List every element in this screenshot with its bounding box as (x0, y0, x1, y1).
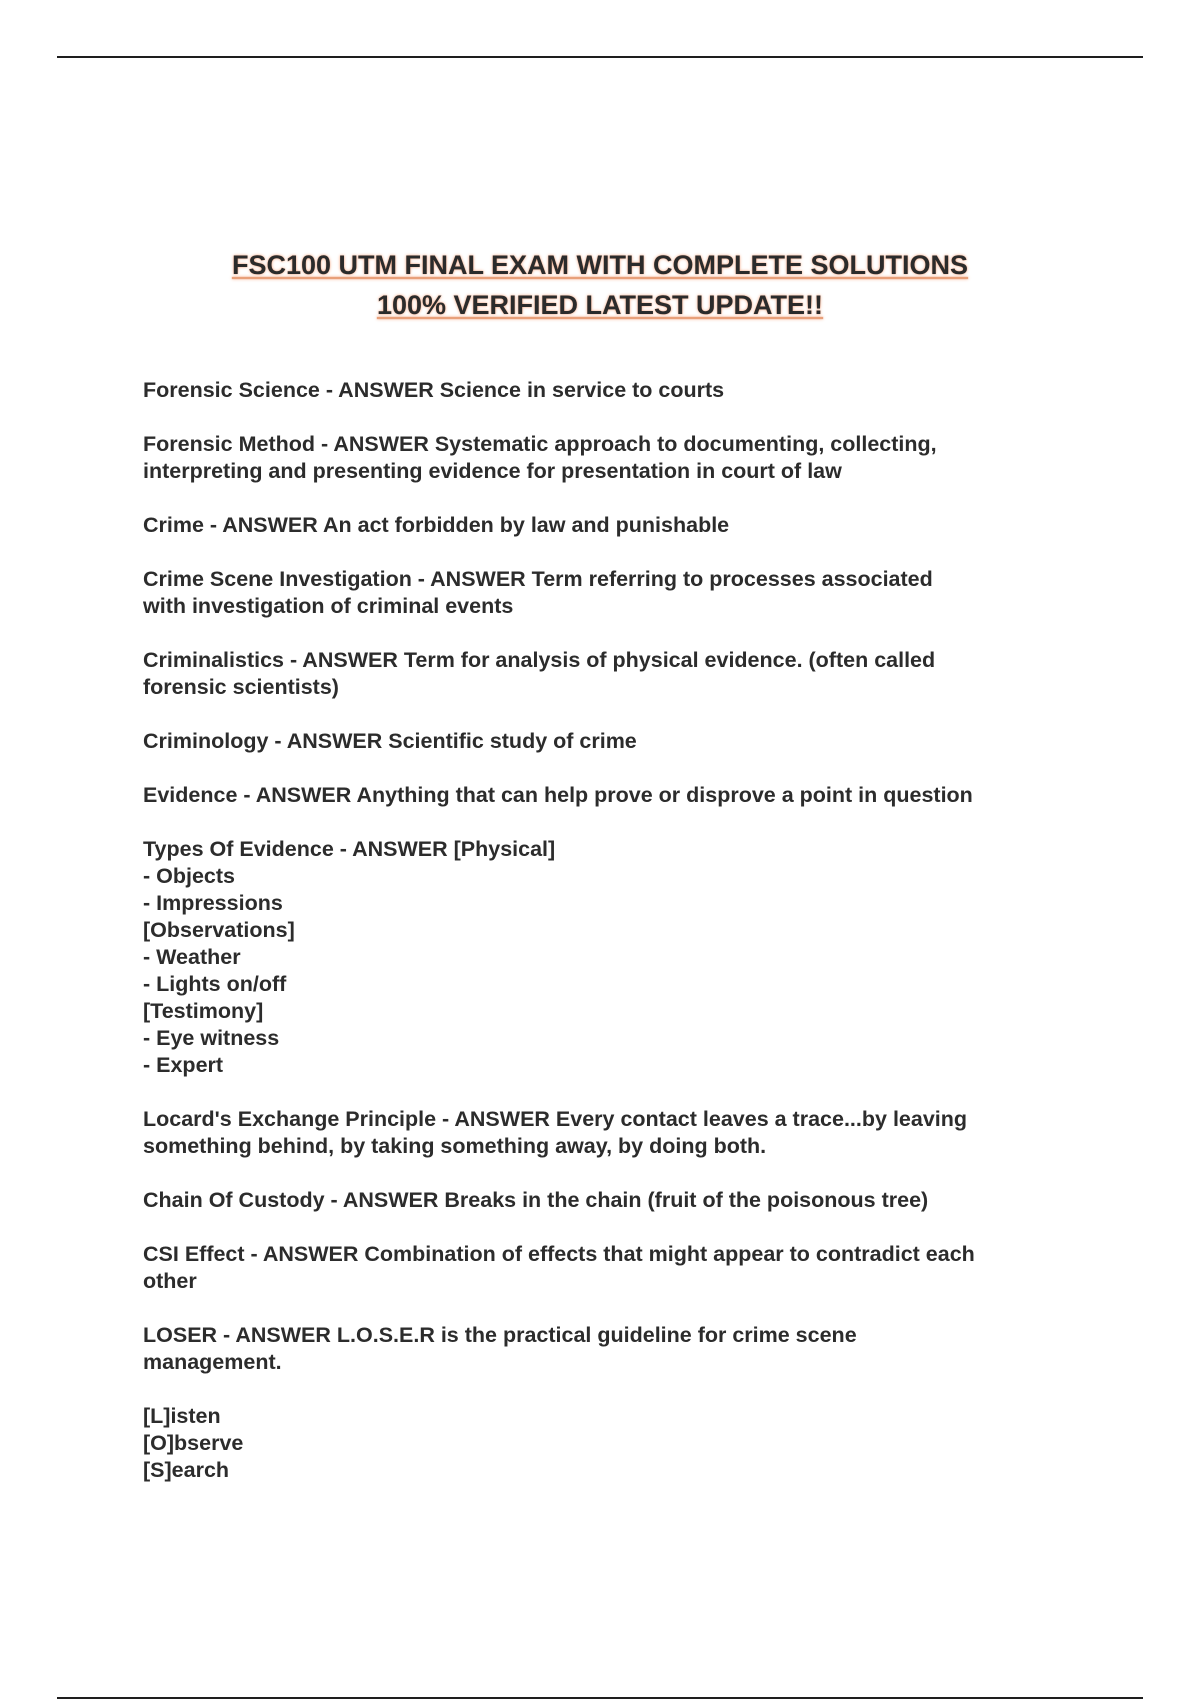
qa-entry-line: Criminalistics - ANSWER Term for analysis of physical evidence. (often called (143, 648, 936, 672)
qa-entry-line: - Lights on/off (143, 972, 287, 996)
qa-entry (143, 566, 1083, 620)
qa-entry-line: Crime Scene Investigation - ANSWER Term referring to processes associated (143, 567, 933, 591)
qa-entry-line: Evidence - ANSWER Anything that can help prove or disprove a point in question (143, 783, 973, 807)
qa-entry (143, 1241, 1083, 1295)
qa-entry-line: other (143, 1269, 197, 1293)
qa-entry-line: with investigation of criminal events (143, 594, 514, 618)
qa-list (143, 377, 1083, 1511)
qa-entry (143, 377, 1083, 404)
qa-entry-line: Criminology - ANSWER Scientific study of crime (143, 729, 637, 753)
qa-entry (143, 728, 1083, 755)
qa-entry-line: - Impressions (143, 891, 283, 915)
bottom-rule (57, 1697, 1143, 1699)
qa-entry (143, 836, 1083, 1079)
qa-entry-line: something behind, by taking something away, by doing both. (143, 1134, 767, 1158)
title-line-1: FSC100 UTM FINAL EXAM WITH COMPLETE SOLUTIONS (231, 250, 969, 280)
qa-entry-line: [Observations] (143, 918, 295, 942)
qa-entry-line: - Eye witness (143, 1026, 280, 1050)
qa-entry-line: - Weather (143, 945, 241, 969)
qa-entry (143, 431, 1083, 485)
qa-entry (143, 1403, 1083, 1484)
qa-entry (143, 512, 1083, 539)
title-line-2: 100% VERIFIED LATEST UPDATE!! (376, 290, 824, 320)
qa-entry-line: interpreting and presenting evidence for presentation in court of law (143, 459, 842, 483)
qa-entry-line: - Expert (143, 1053, 224, 1077)
document-title (0, 245, 1200, 325)
qa-entry (143, 1187, 1083, 1214)
qa-entry (143, 647, 1083, 701)
qa-entry-line: [L]isten (143, 1404, 221, 1428)
qa-entry-line: Crime - ANSWER An act forbidden by law and punishable (143, 513, 730, 537)
qa-entry-line: Forensic Method - ANSWER Systematic approach to documenting, collecting, (143, 432, 937, 456)
qa-entry-line: forensic scientists) (143, 675, 339, 699)
qa-entry-line: Types Of Evidence - ANSWER [Physical] (143, 837, 556, 861)
qa-entry-line: [O]bserve (143, 1431, 244, 1455)
qa-entry-line: LOSER - ANSWER L.O.S.E.R is the practical guideline for crime scene (143, 1323, 857, 1347)
qa-entry (143, 1106, 1083, 1160)
qa-entry-line: [S]earch (143, 1458, 230, 1482)
qa-entry-line: management. (143, 1350, 282, 1374)
qa-entry (143, 1322, 1083, 1376)
qa-entry (143, 782, 1083, 809)
qa-entry-line: CSI Effect - ANSWER Combination of effects that might appear to contradict each (143, 1242, 975, 1266)
qa-entry-line: Forensic Science - ANSWER Science in service to courts (143, 378, 725, 402)
qa-entry-line: [Testimony] (143, 999, 264, 1023)
qa-entry-line: Chain Of Custody - ANSWER Breaks in the chain (fruit of the poisonous tree) (143, 1188, 929, 1212)
top-rule (57, 56, 1143, 58)
qa-entry-line: - Objects (143, 864, 235, 888)
qa-entry-line: Locard's Exchange Principle - ANSWER Every contact leaves a trace...by leaving (143, 1107, 968, 1131)
